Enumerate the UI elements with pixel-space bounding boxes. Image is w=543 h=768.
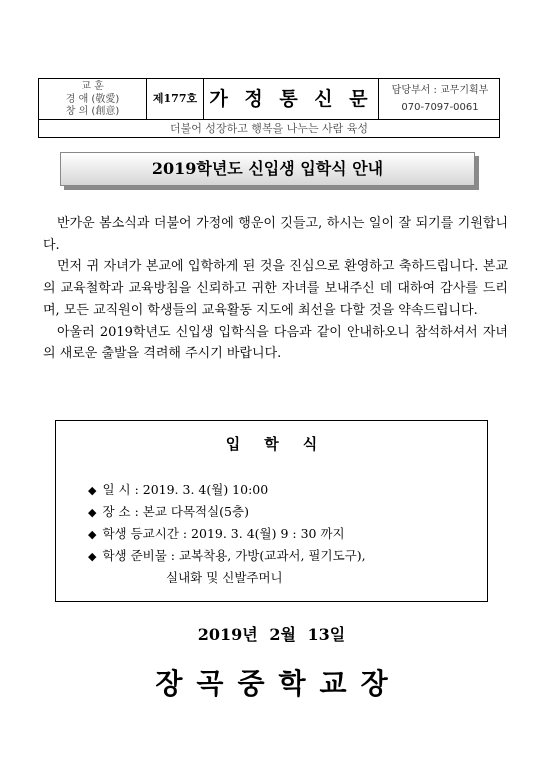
letter-body [43, 213, 508, 365]
phone-number: 070-7097-0061 [401, 102, 479, 113]
item-text: 학생 준비물 : 교복착용, 가방(교과서, 필기도구), [102, 548, 366, 563]
motto-line: 창 의 (創意) [65, 106, 120, 117]
newsletter-name: 가 정 통 신 문 [209, 88, 373, 110]
ceremony-heading: 입학식 [225, 435, 342, 453]
ceremony-item [88, 480, 268, 498]
contact-info [379, 82, 501, 116]
ceremony-item [88, 546, 366, 564]
diamond-bullet-icon: ◆ [88, 506, 97, 519]
ceremony-item [88, 502, 249, 520]
page-title: 2019학년도 신입생 입학식 안내 [60, 152, 475, 186]
paragraph: 반가운 봄소식과 더불어 가정에 행운이 깃들고, 하시는 일이 잘 되기를 기원합니다. [43, 216, 508, 253]
issue-number: 제177호 [152, 92, 198, 105]
diamond-bullet-icon: ◆ [88, 484, 97, 497]
ceremony-info-box [55, 420, 488, 602]
motto-line: 교 훈 [81, 81, 104, 92]
ceremony-item-continuation: 실내화 및 신발주머니 [166, 570, 283, 585]
item-text: 일 시 : 2019. 3. 4(월) 10:00 [102, 482, 269, 497]
ceremony-item [88, 524, 345, 542]
letter-date: 2019년 2월 13일 [197, 625, 346, 644]
department: 담당부서 : 교무기획부 [391, 85, 489, 96]
paragraph: 아울러 2019학년도 신입생 입학식을 다음과 같이 안내하오니 참석하셔서 자녀의 새로운 출발을 격려해 주시기 바랍니다. [43, 324, 508, 362]
school-motto [39, 81, 146, 119]
diamond-bullet-icon: ◆ [88, 528, 97, 541]
principal-signature: 장곡중학교장 [155, 667, 402, 700]
item-text: 장 소 : 본교 다목적실(5층) [102, 504, 249, 519]
school-slogan: 더불어 성장하고 행복을 나누는 사람 육성 [169, 122, 369, 135]
diamond-bullet-icon: ◆ [88, 550, 97, 563]
paragraph: 먼저 귀 자녀가 본교에 입학하게 된 것을 진심으로 환영하고 축하드립니다. 본교의 교육철학과 교육방침을 신뢰하고 귀한 자녀를 보내주신 데 대하여 감사를 드리며, 모든 교직원이 학생들의 교육활동 지도에 최선을 다할 것을 약속드립니다. [43, 259, 508, 318]
item-text: 학생 등교시간 : 2019. 3. 4(월) 9 : 30 까지 [102, 526, 345, 541]
motto-line: 경 애 (敬愛) [65, 93, 120, 105]
newsletter-header [38, 78, 500, 138]
